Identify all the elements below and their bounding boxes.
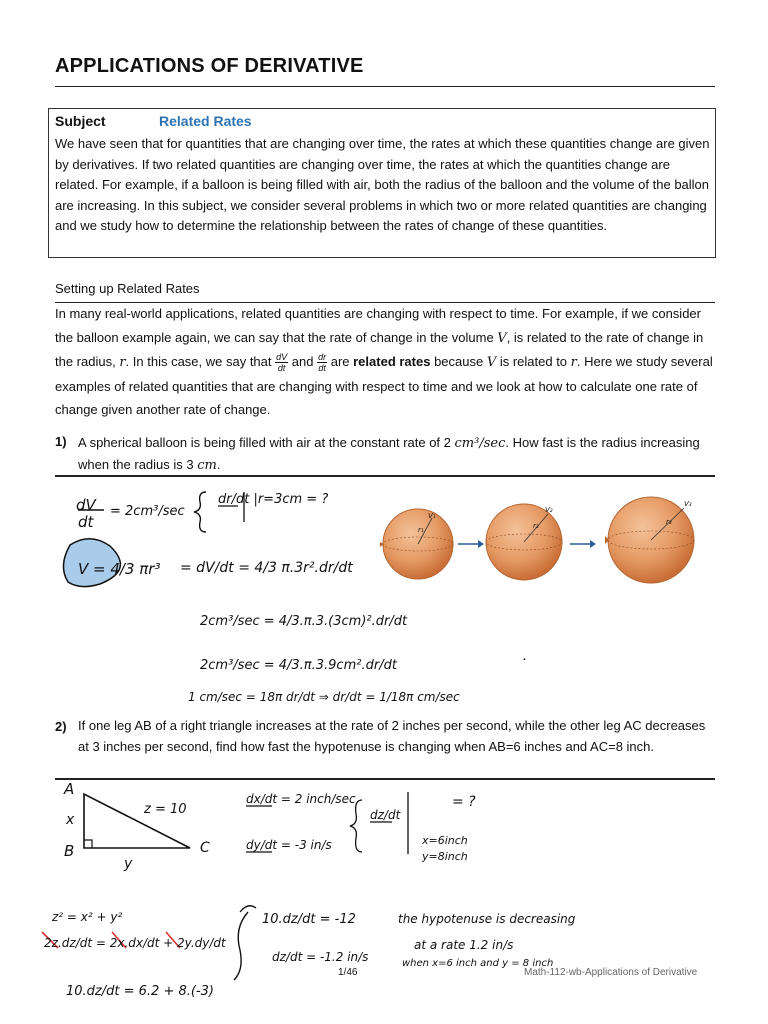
side-y: y [124, 856, 133, 872]
problem-1-number: 1) [55, 434, 67, 449]
section-paragraph [55, 302, 717, 422]
problem-2-divider [55, 778, 715, 780]
hw-answer-2: at a rate 1.2 in/s [414, 938, 514, 952]
arrow-head [590, 540, 596, 548]
var-V: V [497, 330, 507, 346]
problem-1-divider [55, 475, 715, 477]
balloon-label-r1: r₁ [418, 526, 424, 534]
hw-eq5: dz/dt = -1.2 in/s [272, 950, 369, 964]
hw-dot: · [522, 652, 527, 668]
hw-dydt: dy/dt = -3 in/s [246, 838, 332, 852]
vertex-a: A [64, 780, 75, 798]
arrow-head [478, 540, 484, 548]
right-angle-mark [84, 840, 92, 848]
para-text: . Here we study several examples of related quantities that are changing with respect to time and we look at how to calculate one rate of change given another rate of change. [55, 354, 713, 417]
para-text: because [430, 354, 487, 369]
para-text: In many real-world applications, related quantities are changing with respect to time. For example, if we consider the balloon example again, we can say that the rate of change in the volume [55, 306, 701, 345]
hw-cond-x: x=6inch [422, 834, 468, 847]
fraction-dr-dt: $\frac{dr}{dt}$ [318, 352, 327, 374]
balloon-label-v3: V₃ [684, 500, 692, 508]
para-text: , is related to the rate of change in the radius, [55, 329, 704, 369]
var-V: V [486, 355, 497, 370]
brace [350, 800, 362, 852]
subject-name: Related Rates [159, 113, 252, 129]
hw-line1: = dV/dt = 4/3 π.3r².dr/dt [180, 560, 353, 576]
hw-line3: 2cm³/sec = 4/3.π.3.9cm².dr/dt [200, 658, 397, 673]
side-x: x [66, 812, 75, 828]
para-text: are [327, 354, 354, 369]
subject-description: We have seen that for quantities that are changing over time, the rates at which these quantities change are given by derivatives. If two related quantities are changing over time, the rates at which the quantities change are related. For example, if a balloon is being filled with air, both the radius of the balloon and the volume of the ballon are increasing. In this subject, we consider several problems in which two or more related quantities are changing and we study how to determine the relationship between the rates of change of these quantities. [55, 136, 710, 233]
para-text: and [291, 354, 314, 369]
subject-label: Subject [55, 113, 106, 129]
problem-1-text: A spherical balloon is being filled with air at the constant rate of 2 cm³/sec. How fast is the radius increasing when the radius is 3 cm. [78, 435, 700, 473]
brace [194, 492, 206, 532]
hw-answer-3: when x=6 inch and y = 8 inch [402, 958, 554, 969]
hw-line4: 1 cm/sec = 18π dr/dt ⇒ dr/dt = 1/18π cm/sec [188, 690, 460, 704]
hw-line2: 2cm³/sec = 4/3.π.3.(3cm)².dr/dt [200, 614, 408, 629]
balloon-label-v1: V₁ [428, 512, 436, 520]
hw-eq4: 10.dz/dt = -12 [262, 912, 356, 927]
hw-eq3: 10.dz/dt = 6.2 + 8.(-3) [66, 984, 214, 999]
balloon-label-r3: r₃ [666, 518, 672, 526]
vertex-c: C [200, 840, 210, 856]
hw-question: = ? [452, 794, 476, 810]
title-divider [55, 86, 715, 87]
hw-dzdt: dz/dt [370, 808, 401, 822]
balloon-label-r2: r₂ [533, 522, 539, 530]
document-name: Math-112-wb-Applications of Derivative [524, 967, 698, 978]
hw-formula: V = 4/3 πr³ [78, 560, 161, 578]
var-r: r [570, 355, 577, 370]
para-text: . In this case, we say that [125, 354, 276, 369]
hw-dv-label: dV [76, 496, 96, 514]
hw-dvdt-value: = 2cm³/sec [110, 504, 185, 519]
page-title: APPLICATIONS OF DERIVATIVE [55, 55, 364, 77]
hw-eq1: z² = x² + y² [52, 910, 123, 924]
hw-answer-1: the hypotenuse is decreasing [398, 912, 576, 926]
curve-arrow [234, 912, 248, 980]
side-z: z = 10 [144, 802, 187, 817]
vertex-b: B [64, 842, 75, 860]
fraction-dV-dt: $\frac{dV}{dt}$ [276, 352, 288, 374]
hw-dt-label: dt [78, 513, 94, 531]
hw-dxdt: dx/dt = 2 inch/sec [246, 792, 356, 806]
page-number: 1/46 [338, 967, 358, 978]
var-r: r [119, 355, 126, 370]
hw-drdt: dr/dt |r=3cm = ? [218, 492, 329, 507]
problem-2-text: If one leg AB of a right triangle increases at the rate of 2 inches per second, while the other leg AC decreases at 3 inches per second, find how fast the hypotenuse is changing when AB=6 inches and AC=8 inch. [78, 718, 706, 754]
problem-2-number: 2) [55, 719, 67, 734]
bold-term: related rates [353, 354, 431, 369]
curve-arrow-head [240, 906, 256, 912]
hw-eq2: 2z.dz/dt = 2x.dx/dt + 2y.dy/dt [44, 936, 226, 950]
hw-cond-y: y=8inch [422, 850, 468, 863]
balloon-label-v2: V₂ [545, 506, 553, 514]
para-text: is related to [496, 354, 571, 369]
section-heading: Setting up Related Rates [55, 281, 200, 296]
